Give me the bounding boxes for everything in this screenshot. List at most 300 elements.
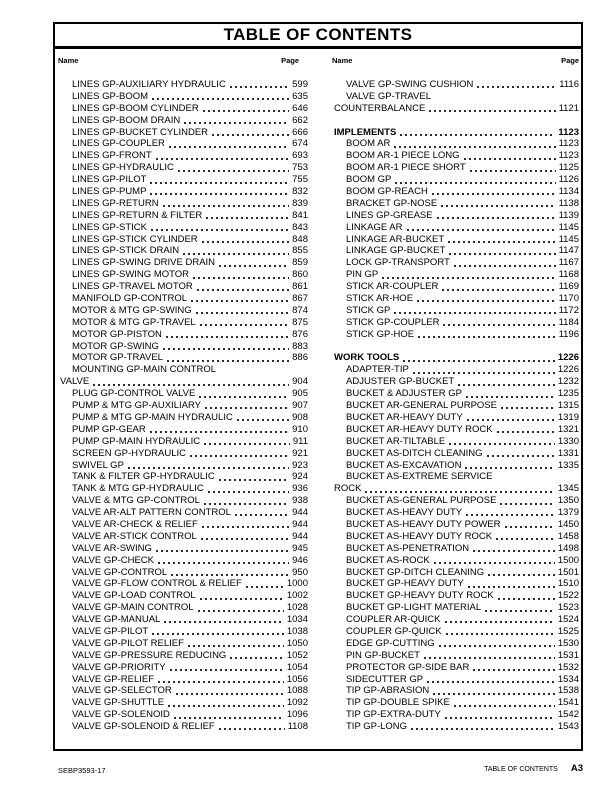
toc-entry (58, 460, 308, 472)
toc-entry (332, 412, 579, 424)
toc-entry (58, 674, 308, 686)
toc-entry-label: COUPLER AR-QUICK (346, 614, 441, 626)
page-title: TABLE OF CONTENTS (55, 24, 581, 49)
toc-entry-label: BUCKET AS-EXTREME SERVICE (346, 471, 493, 483)
toc-entry (58, 448, 308, 460)
toc-page-number: 1038 (286, 625, 308, 637)
toc-entry-label: STICK GP-COUPLER (346, 316, 440, 328)
toc-page-number: 1226 (557, 364, 579, 376)
toc-entry (332, 709, 579, 721)
toc-entry-label: LINES GP-PILOT (72, 174, 147, 186)
toc-entry-label: VALVE AR-STICK CONTROL (72, 530, 197, 542)
toc-page-number: 1121 (558, 102, 579, 114)
dot-leader (500, 495, 554, 507)
dot-leader (246, 578, 284, 590)
dot-leader (178, 162, 289, 174)
dot-leader (429, 103, 555, 115)
dot-leader (466, 507, 555, 519)
toc-entry (58, 305, 308, 317)
toc-entry (332, 91, 579, 103)
toc-entry (332, 614, 579, 626)
toc-entry (58, 222, 308, 234)
toc-entry-label: LINES GP-AUXILIARY HYDRAULIC (72, 79, 226, 90)
toc-entry (332, 685, 579, 697)
dot-leader (158, 555, 289, 567)
toc-page-number: 861 (292, 281, 308, 293)
toc-entry-label: BUCKET AS-DITCH CLEANING (346, 447, 483, 459)
toc-entry-label: BRACKET GP-NOSE (346, 197, 438, 209)
dot-leader (204, 495, 289, 507)
toc-entry (332, 293, 579, 305)
toc-entry (58, 257, 308, 269)
toc-page-number: 1138 (558, 197, 579, 209)
document-code: SEBP3593-17 (58, 766, 106, 775)
toc-entry (58, 721, 308, 733)
toc-entry-label: MOTOR & MTG GP-TRAVEL (72, 316, 196, 328)
toc-page-frame (53, 22, 583, 751)
toc-page-number: 859 (292, 257, 308, 269)
toc-page-number: 860 (292, 269, 308, 281)
toc-entry (58, 578, 308, 590)
toc-page-number: 1056 (286, 673, 308, 685)
toc-entry-label: MOTOR & MTG GP-SWING (72, 304, 192, 316)
dot-leader (203, 103, 289, 115)
toc-entry-label: BOOM GP-REACH (346, 186, 428, 198)
toc-entry (58, 388, 308, 400)
toc-page-number: 911 (292, 435, 308, 447)
dot-leader (442, 281, 555, 293)
toc-entry-label: PIN GP-BUCKET (346, 649, 420, 661)
toc-page-number: 1096 (286, 709, 308, 721)
toc-page-number: 1184 (558, 316, 579, 328)
dot-leader (152, 626, 284, 638)
dot-leader (418, 329, 555, 341)
dot-leader (473, 662, 555, 674)
toc-entry-label: VALVE GP-FLOW CONTROL & RELIEF (72, 578, 242, 590)
toc-page-number: 1125 (558, 162, 579, 174)
toc-page-number: 1028 (286, 602, 308, 614)
dot-leader (193, 269, 289, 281)
toc-page-number: 1002 (286, 590, 308, 602)
toc-entry (332, 79, 579, 91)
toc-page-number: 1088 (286, 685, 308, 697)
toc-entry (332, 471, 579, 483)
dot-leader (432, 186, 556, 198)
toc-page-number: 1134 (558, 186, 579, 198)
toc-entry (332, 543, 579, 555)
toc-column-left (58, 49, 308, 733)
toc-entry-label: VALVE GP-TRAVEL (346, 90, 431, 102)
toc-entry-label: LINES GP-PUMP (72, 186, 147, 198)
toc-page-number: 876 (292, 328, 308, 340)
toc-entry-label: TANK & FILTER GP-HYDRAULIC (72, 471, 215, 483)
dot-leader (427, 674, 555, 686)
toc-page-number: 662 (292, 114, 308, 126)
toc-entry-label: VALVE GP-SOLENOID & RELIEF (72, 721, 215, 733)
toc-page-number: 1050 (286, 637, 308, 649)
toc-entry (58, 115, 308, 127)
toc-page-number: 1330 (557, 435, 579, 447)
toc-entry (332, 186, 579, 198)
dot-leader (164, 614, 284, 626)
toc-entry (332, 567, 579, 579)
toc-entry-label: LINES GP-FRONT (72, 150, 152, 162)
dot-leader (434, 555, 555, 567)
toc-entry-label: TIP GP-ABRASION (346, 685, 430, 697)
toc-page-number: 1345 (557, 483, 579, 495)
toc-page-number: 1350 (557, 495, 579, 507)
toc-page-number: 1123 (558, 150, 579, 162)
toc-page-number: 1167 (558, 257, 579, 269)
toc-entry-label: VALVE & MTG GP-CONTROL (72, 495, 200, 507)
toc-page-number: 1331 (557, 447, 579, 459)
toc-entry (332, 578, 579, 590)
toc-entry (58, 412, 308, 424)
dot-leader (219, 721, 285, 733)
dot-leader (465, 460, 554, 472)
toc-entry (332, 364, 579, 376)
toc-entry-label: TIP GP-LONG (346, 721, 408, 733)
dot-leader (208, 483, 289, 495)
toc-page-number: 950 (292, 566, 308, 578)
toc-entry-label: ADAPTER-TIP (346, 364, 409, 376)
toc-page-number: 944 (292, 507, 308, 519)
toc-entry (332, 531, 579, 543)
toc-entry-label: COUNTERBALANCE (334, 102, 426, 114)
toc-page-number: 1501 (557, 566, 579, 578)
toc-entry (332, 162, 579, 174)
toc-page-number: 1531 (557, 649, 579, 661)
toc-page-number: 1534 (557, 673, 579, 685)
dot-leader (407, 222, 556, 234)
toc-entry-label: BUCKET GP-LIGHT MATERIAL (346, 602, 482, 614)
dot-leader (449, 245, 555, 257)
toc-entry-label: BOOM AR-1 PIECE SHORT (346, 162, 466, 174)
toc-entry (332, 388, 579, 400)
toc-entry-label: BUCKET AS-ROCK (346, 554, 430, 566)
toc-page-number: 867 (292, 293, 308, 305)
dot-leader (158, 674, 284, 686)
toc-entry (332, 436, 579, 448)
dot-leader (454, 257, 556, 269)
toc-entry (332, 590, 579, 602)
dot-leader (487, 448, 555, 460)
dot-leader (151, 222, 289, 234)
toc-entry-continuation (58, 376, 308, 388)
toc-page-number: 1232 (557, 376, 579, 388)
dot-leader (468, 578, 555, 590)
toc-entry (58, 650, 308, 662)
toc-entry (58, 150, 308, 162)
toc-entry-label: VALVE GP-SELECTOR (72, 685, 172, 697)
toc-entry (58, 555, 308, 567)
toc-entry-label: LINES GP-STICK CYLINDER (72, 233, 198, 245)
toc-entry-label: VALVE GP-CONTROL (72, 566, 168, 578)
toc-entry (332, 721, 579, 733)
toc-page-number: 875 (292, 316, 308, 328)
toc-entry (58, 364, 308, 376)
dot-leader (411, 721, 555, 733)
toc-entry-label: VALVE AR-ALT PATTERN CONTROL (72, 507, 231, 519)
toc-entry (332, 222, 579, 234)
toc-page-number: 1542 (557, 709, 579, 721)
dot-leader (205, 400, 289, 412)
toc-entry-label: MANIFOLD GP-CONTROL (72, 293, 188, 305)
toc-entry (58, 567, 308, 579)
toc-entry (332, 138, 579, 150)
toc-section (332, 352, 579, 364)
dot-leader (183, 245, 289, 257)
toc-entry (58, 519, 308, 531)
toc-page-number: 1147 (558, 245, 579, 257)
toc-entry (332, 257, 579, 269)
toc-entry (332, 602, 579, 614)
dot-leader (235, 507, 289, 519)
dot-leader (433, 685, 555, 697)
toc-page-number: 843 (292, 221, 308, 233)
toc-entry (58, 531, 308, 543)
dot-leader (150, 174, 289, 186)
dot-leader (198, 602, 284, 614)
toc-entry (332, 638, 579, 650)
toc-page-number: 1172 (558, 304, 579, 316)
toc-entry (58, 138, 308, 150)
toc-entry-label: LINES GP-BOOM DRAIN (72, 114, 181, 126)
toc-entry-label: LINES GP-STICK (72, 221, 147, 233)
toc-entry (58, 662, 308, 674)
toc-page-number: 1000 (286, 578, 308, 590)
dot-leader (219, 257, 289, 269)
toc-entry-label: LINES GP-BUCKET CYLINDER (72, 126, 209, 138)
toc-entry (332, 376, 579, 388)
toc-entry-label: BUCKET AS-HEAVY DUTY ROCK (346, 530, 493, 542)
toc-entry (332, 626, 579, 638)
dot-leader (206, 210, 289, 222)
toc-entry-label: STICK GP (346, 304, 391, 316)
dot-leader (184, 115, 289, 127)
toc-entry-label: BUCKET AR-HEAVY DUTY (346, 411, 463, 423)
toc-entry-label: VALVE GP-PRIORITY (72, 661, 166, 673)
dot-leader (191, 293, 289, 305)
toc-entry-label: BUCKET AR-GENERAL PURPOSE (346, 400, 497, 412)
toc-page-number: 1145 (558, 233, 579, 245)
toc-entry (58, 483, 308, 495)
toc-page-number: 1126 (558, 174, 579, 186)
dot-leader (505, 519, 555, 531)
toc-page-number: 908 (292, 411, 308, 423)
toc-entry-label: IMPLEMENTS (334, 126, 397, 138)
toc-entry-label: LINES GP-BOOM CYLINDER (72, 102, 199, 114)
toc-page-number: 923 (292, 459, 308, 471)
dot-leader (424, 650, 555, 662)
dot-leader (190, 448, 289, 460)
toc-entry (58, 317, 308, 329)
toc-entry (58, 198, 308, 210)
toc-entry-label: PUMP GP-GEAR (72, 423, 146, 435)
toc-page-number: 1538 (557, 685, 579, 697)
page-header: Page (561, 56, 579, 65)
toc-entry (58, 186, 308, 198)
toc-page-number: 874 (292, 304, 308, 316)
footer-section-label: TABLE OF CONTENTS (484, 766, 558, 773)
toc-entry (332, 507, 579, 519)
toc-entry-label: STICK AR-COUPLER (346, 281, 439, 293)
toc-page-number: 1458 (557, 530, 579, 542)
toc-page-number: 1196 (558, 328, 579, 340)
toc-page-number: 1541 (557, 697, 579, 709)
toc-page-number: 1450 (557, 518, 579, 530)
dot-leader (171, 567, 289, 579)
toc-page-number: 674 (292, 138, 308, 150)
toc-page-number: 1500 (557, 554, 579, 566)
toc-entry (332, 519, 579, 531)
toc-entry (58, 400, 308, 412)
toc-page-number: 1319 (557, 411, 579, 423)
toc-entry (58, 638, 308, 650)
toc-page-number: 1034 (286, 614, 308, 626)
toc-entry-label: MOUNTING GP-MAIN CONTROL (72, 364, 217, 376)
toc-entry-label: LINES GP-TRAVEL MOTOR (72, 281, 193, 293)
toc-page-number: 904 (292, 376, 308, 388)
toc-page-number: 1498 (557, 542, 579, 554)
dot-leader (488, 567, 555, 579)
toc-entry-label: LINES GP-SWING DRIVE DRAIN (72, 257, 216, 269)
toc-page-number: 910 (292, 423, 308, 435)
toc-entry-label: BUCKET AS-HEAVY DUTY POWER (346, 518, 501, 530)
dot-leader (219, 471, 289, 483)
dot-leader (170, 662, 284, 674)
toc-page-number: 921 (292, 447, 308, 459)
toc-entry (58, 590, 308, 602)
toc-entry (332, 674, 579, 686)
toc-entry-label: WORK TOOLS (334, 352, 400, 364)
footer-page-number: A3 (570, 763, 583, 774)
dot-leader (93, 376, 289, 388)
toc-entry (58, 174, 308, 186)
dot-leader (446, 626, 555, 638)
toc-spacer (332, 115, 579, 127)
toc-entry-label: LINES GP-RETURN (72, 197, 159, 209)
toc-entry-label: LINES GP-SWING MOTOR (72, 269, 190, 281)
toc-entry (332, 150, 579, 162)
toc-entry (58, 352, 308, 364)
toc-entry (332, 174, 579, 186)
toc-entry-label: BUCKET AS-HEAVY DUTY (346, 507, 463, 519)
toc-entry (58, 602, 308, 614)
toc-page-number: 693 (292, 150, 308, 162)
toc-page-number: 753 (292, 162, 308, 174)
dot-leader (237, 412, 289, 424)
dot-leader (449, 436, 555, 448)
toc-entry-label: VALVE AR-CHECK & RELIEF (72, 518, 198, 530)
toc-page-number: 1168 (558, 269, 579, 281)
toc-entry (58, 210, 308, 222)
toc-entry-label: PUMP & MTG GP-AUXILIARY (72, 400, 201, 412)
toc-page-number: 1170 (558, 293, 579, 305)
toc-entry-label: EDGE GP-CUTTING (346, 637, 435, 649)
toc-page-number: 1532 (557, 661, 579, 673)
dot-leader (156, 543, 289, 555)
toc-entry (332, 305, 579, 317)
toc-entry (58, 685, 308, 697)
toc-page-number: 938 (292, 495, 308, 507)
toc-entry (332, 448, 579, 460)
toc-entry-list (332, 79, 579, 733)
dot-leader (382, 269, 555, 281)
toc-page-number: 944 (292, 518, 308, 530)
dot-leader (498, 590, 555, 602)
dot-leader (168, 697, 284, 709)
toc-entry-label: BUCKET AS-EXCAVATION (346, 459, 462, 471)
toc-entry (58, 495, 308, 507)
toc-entry-label: VALVE GP-MANUAL (72, 614, 161, 626)
toc-entry-label: BOOM GP (346, 174, 392, 186)
toc-entry-continuation (332, 103, 579, 115)
dot-leader (394, 305, 555, 317)
toc-page-number: 1510 (557, 578, 579, 590)
toc-entry-label: BUCKET AR-TILTABLE (346, 435, 446, 447)
toc-entry-label: VALVE GP-RELIEF (72, 673, 155, 685)
toc-entry-label: BUCKET GP-HEAVY DUTY ROCK (346, 590, 494, 602)
toc-entry-label: LINES GP-COUPLER (72, 138, 165, 150)
toc-entry (332, 460, 579, 472)
dot-leader (413, 364, 555, 376)
toc-entry-label: TANK & MTG GP-HYDRAULIC (72, 483, 204, 495)
toc-page-number: 944 (292, 530, 308, 542)
dot-leader (365, 483, 554, 495)
dot-leader (464, 150, 556, 162)
dot-leader (400, 127, 555, 139)
toc-entry (58, 91, 308, 103)
dot-leader (202, 234, 290, 246)
toc-entry-label: LINKAGE AR-BUCKET (346, 233, 445, 245)
dot-leader (417, 293, 556, 305)
dot-leader (197, 281, 289, 293)
toc-page-number: 1335 (557, 459, 579, 471)
dot-leader (395, 174, 555, 186)
toc-entry (332, 210, 579, 222)
dot-leader (176, 685, 284, 697)
toc-entry (332, 198, 579, 210)
column-headers (332, 56, 579, 66)
toc-entry (332, 697, 579, 709)
toc-entry-label: VALVE GP-SOLENOID (72, 709, 170, 721)
toc-entry-label: SCREEN GP-HYDRAULIC (72, 447, 187, 459)
dot-leader (443, 317, 555, 329)
toc-entry-label: BOOM AR-1 PIECE LONG (346, 150, 460, 162)
toc-entry (58, 709, 308, 721)
toc-entry (58, 103, 308, 115)
toc-page-number: 599 (292, 79, 308, 90)
toc-page-number: 1530 (557, 637, 579, 649)
toc-entry (332, 495, 579, 507)
toc-page-number: 1524 (557, 614, 579, 626)
toc-entry-label: ADJUSTER GP-BUCKET (346, 376, 455, 388)
toc-entry (332, 650, 579, 662)
toc-page-number: 1169 (558, 281, 579, 293)
toc-entry (58, 281, 308, 293)
toc-entry-label: VALVE GP-CHECK (72, 554, 155, 566)
dot-leader (485, 602, 555, 614)
dot-leader (150, 186, 289, 198)
toc-entry-label: MOTOR GP-PISTON (72, 328, 162, 340)
toc-page-number: 635 (292, 90, 308, 102)
toc-page-number: 936 (292, 483, 308, 495)
toc-entry-label: TIP GP-EXTRA-DUTY (346, 709, 441, 721)
toc-spacer (332, 341, 579, 353)
toc-entry (58, 614, 308, 626)
toc-entry (332, 281, 579, 293)
